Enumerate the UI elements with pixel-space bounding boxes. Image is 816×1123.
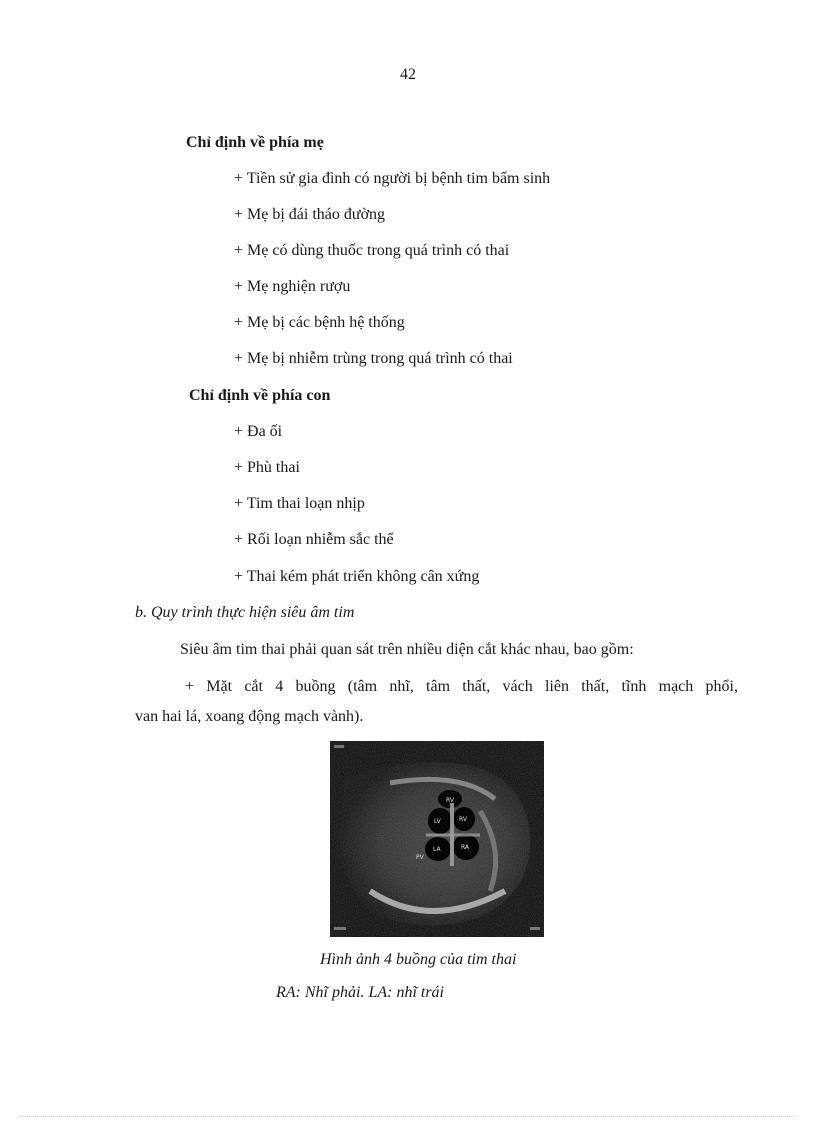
- list-item: + Thai kém phát triển không cân xứng: [234, 568, 480, 585]
- page-number: 42: [400, 66, 416, 83]
- list-item: + Mẹ bị đái tháo đường: [234, 206, 386, 223]
- mother-section-heading: Chỉ định về phía mẹ: [186, 134, 324, 151]
- label-rv-top: RV: [446, 797, 454, 804]
- figure-legend: RA: Nhĩ phải. LA: nhĩ trái: [276, 984, 444, 1001]
- page-footer-divider: [20, 1116, 796, 1117]
- list-item: + Tiền sử gia đình có người bị bệnh tim bẩm sinh: [234, 170, 551, 187]
- label-lv: LV: [434, 818, 441, 825]
- figure-caption: Hình ảnh 4 buồng của tim thai: [320, 951, 517, 968]
- list-item: + Mẹ có dùng thuốc trong quá trình có thai: [234, 242, 510, 259]
- bullet-line-continuation: van hai lá, xoang động mạch vành).: [135, 708, 364, 725]
- label-rv: RV: [459, 816, 467, 823]
- list-item: + Đa ối: [234, 423, 283, 440]
- list-item: + Mẹ bị nhiễm trùng trong quá trình có thai: [234, 350, 513, 367]
- list-item: + Mẹ nghiện rượu: [234, 278, 351, 295]
- bullet-line-text: + Mặt cắt 4 buồng (tâm nhĩ, tâm thất, vách liên thất, tĩnh mạch phổi,: [185, 678, 738, 695]
- intro-paragraph: Siêu âm tim thai phải quan sát trên nhiều diện cắt khác nhau, bao gồm:: [180, 641, 634, 658]
- label-pv: PV: [416, 854, 424, 861]
- ultrasound-image: [330, 741, 544, 937]
- child-section-heading: Chỉ định về phía con: [189, 387, 331, 404]
- label-la: LA: [433, 846, 441, 853]
- label-ra: RA: [461, 844, 470, 851]
- list-item: + Mẹ bị các bệnh hệ thống: [234, 314, 405, 331]
- list-item: + Phù thai: [234, 459, 300, 476]
- ultrasound-graphic: [330, 741, 544, 937]
- bullet-line: [135, 678, 738, 696]
- subsection-heading: b. Quy trình thực hiện siêu âm tim: [135, 604, 355, 621]
- list-item: + Tim thai loạn nhịp: [234, 495, 365, 512]
- list-item: + Rối loạn nhiễm sắc thể: [234, 531, 394, 548]
